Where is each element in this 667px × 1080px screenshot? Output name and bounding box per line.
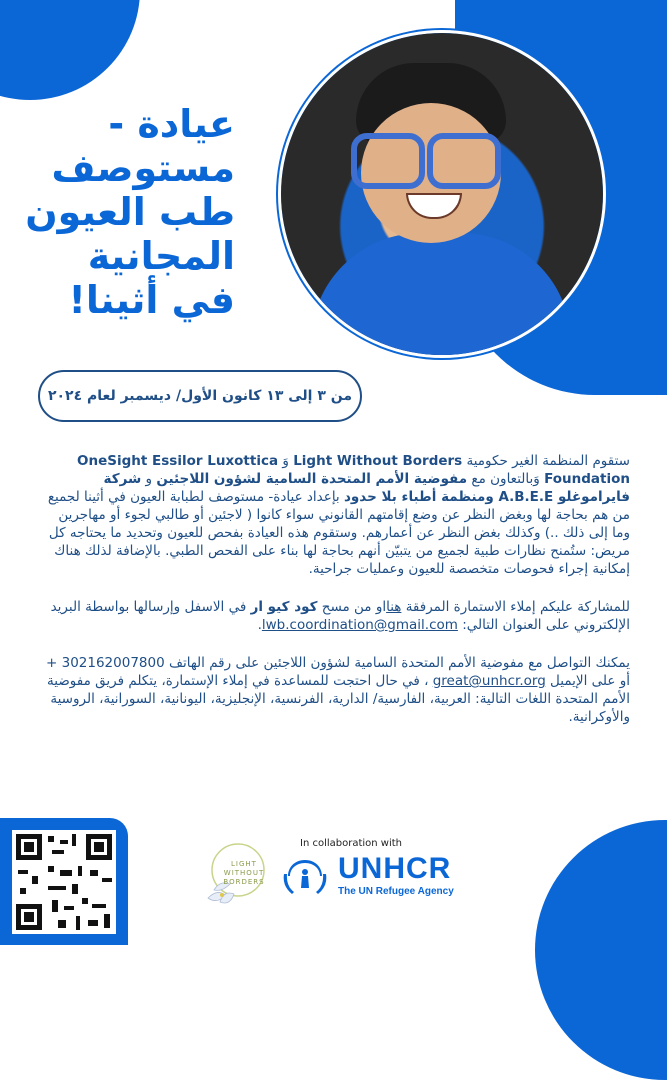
unhcr-emblem-icon	[280, 856, 330, 898]
lwb-logo-text: LIGHT WITHOUT BORDERS	[223, 860, 265, 886]
unhcr-phone: 302162007800 +	[46, 655, 165, 671]
lwb-email-link[interactable]: lwb.coordination@gmail.com	[261, 617, 458, 633]
photo-glasses	[351, 133, 501, 181]
form-link[interactable]: هنا	[386, 599, 402, 615]
qr-code-icon[interactable]	[12, 830, 116, 934]
child-photo	[278, 30, 606, 358]
date-range-text: من ٣ إلى ١٣ كانون الأول/ ديسمبر لعام ٢٠٢٤	[47, 388, 353, 404]
date-range-badge	[38, 370, 362, 422]
org-unhcr: مفوضية الأمم المتحدة السامية لشؤون اللاجئين	[156, 471, 468, 487]
qr-code-panel	[0, 818, 128, 945]
collaboration-label: In collaboration with	[300, 838, 403, 849]
org-vairamoglou-msf: شركة فايراموغلو A.B.E.E ومنظمة أطباء بلا حدود	[103, 471, 630, 505]
unhcr-subtitle: The UN Refugee Agency	[338, 886, 454, 897]
paragraph-intro: ستقوم المنظمة الغير حكومية Light Without Borders وَ OneSight Essilor Luxottica Foundation وَبالتعاون مع مفوضية الأمم المتحدة السامية لشؤون اللاجئين و شركة فايراموغلو A.B.E.E ومنظمة أطباء بلا حدود بإعداد عيادة- مستوصف لطبابة العيون في أثينا لجميع من هم بحاجة لها وبغض النظر عن وضع إقامتهم القانوني سواء كانوا ( لاجئين أو طالبي لجوء أو مهاجرين وما إلى ذلك ..) وكذلك بغض النظر عن أعمارهم. وستقوم هذه العيادة بفحص للعيون وتحديد ما يحتاجه كل مريض: ستُمنح نظارات طبية لجميع من يتبيّن أنهم بحاجة لها بناء على الفحص الطبي. بالإضافة لذلك هناك إمكانية إجراء فحوصات متخصصة للعيون وعمليات جراحية.	[47, 453, 630, 577]
paragraph-contact: يمكنك التواصل مع مفوضية الأمم المتحدة السامية لشؤون اللاجئين على رقم الهاتف 302162007800 + أو على الإيميل great@unhcr.org ، في حال احتجت للمساعدة في إملاء الإستمارة، يتكلم فريق مفوضية الأمم المتحدة اللغات التالية: العربية، الفارسية/ الدارية، الفرنسية، الإنجليزية، اليونانية، السورانية، الروسية والأوكرانية.	[46, 655, 630, 725]
body-text	[40, 452, 630, 746]
corner-decoration-top-left	[0, 0, 140, 100]
org-onesight: OneSight Essilor Luxottica Foundation	[77, 453, 630, 487]
corner-decoration-bottom-right	[535, 820, 667, 1080]
page-title: عيادة - مستوصف طب العيون المجانية في أثينا!	[25, 102, 235, 322]
unhcr-logo-text: UNHCR	[338, 852, 452, 885]
org-light-without-borders: Light Without Borders	[293, 453, 463, 469]
paragraph-participation: للمشاركة عليكم إملاء الاستمارة المرفقة هنااو من مسح كود كيو ار في الاسفل وإرسالها بواسطة البريد الإلكتروني على العنوان التالي: lwb.coordination@gmail.com.	[50, 599, 630, 633]
unhcr-email-link[interactable]: great@unhcr.org	[432, 673, 546, 689]
qr-code-mention: كود كيو ار	[250, 599, 318, 615]
